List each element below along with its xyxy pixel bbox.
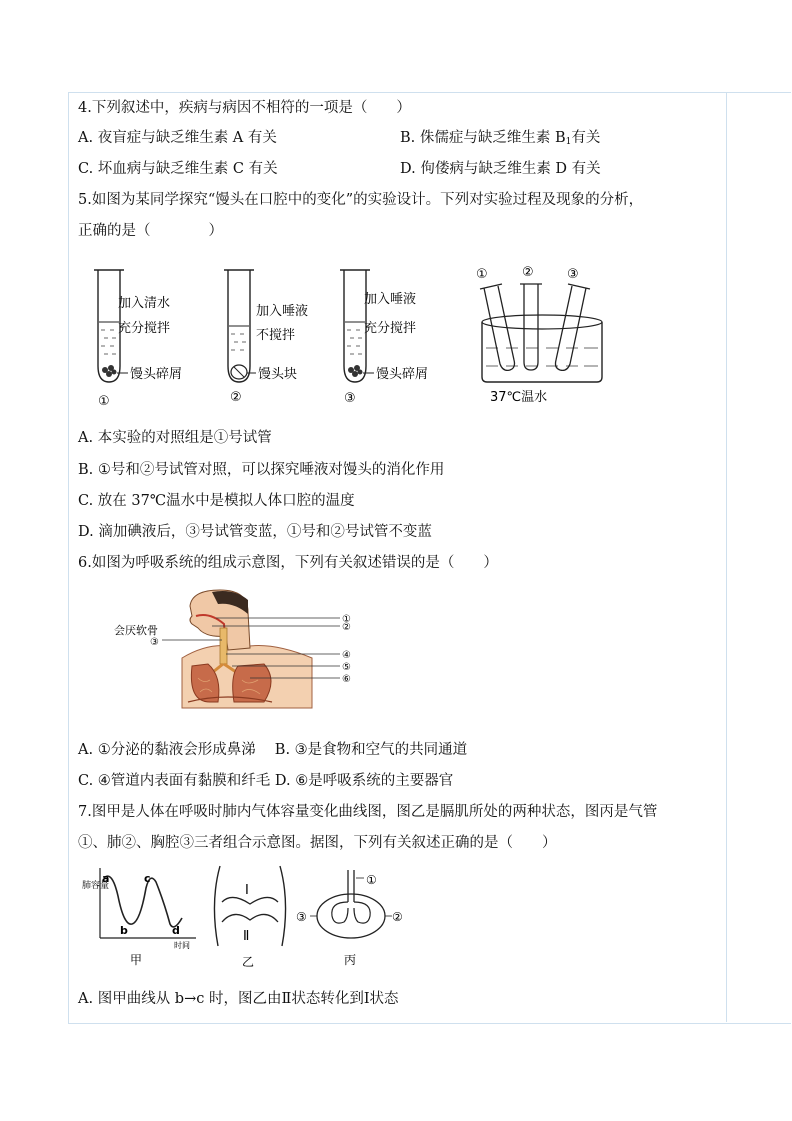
q5-warm-water-beaker — [472, 262, 622, 407]
tube3-label-2: 充分搅拌 — [364, 321, 417, 336]
tube1-label-1: 加入清水 — [118, 296, 171, 311]
bing-chest-number: ③ — [296, 910, 307, 924]
jia-point-a: a — [102, 872, 110, 885]
jia-point-c: c — [144, 872, 151, 885]
jia-y-axis-label: 肺容量 — [82, 881, 110, 891]
q7-figure-yi-diaphragm — [210, 862, 290, 972]
beaker-tube-3-number: ③ — [567, 267, 579, 282]
q7-option-a: A. 图甲曲线从 b→c 时，图乙由Ⅱ状态转化到Ⅰ状态 — [78, 991, 399, 1007]
yi-figure-name: 乙 — [242, 955, 255, 969]
q5-option-b: B. ①号和②号试管对照，可以探究唾液对馒头的消化作用 — [78, 462, 445, 478]
epiglottis-label: 会厌软骨 — [114, 624, 158, 637]
bing-figure-name: 丙 — [344, 953, 357, 967]
tube2-number: ② — [230, 390, 242, 405]
part-5-number: ⑤ — [342, 662, 351, 673]
q4-option-a: A. 夜盲症与缺乏维生素 A 有关 — [78, 130, 277, 146]
q4-option-d: D. 佝偻病与缺乏维生素 D 有关 — [400, 161, 601, 177]
jia-figure-name: 甲 — [130, 953, 143, 967]
part-4-number: ④ — [342, 650, 351, 661]
beaker-water-label: 37℃温水 — [490, 390, 548, 405]
q7-stem-line2: ①、肺②、胸腔③三者组合示意图。据图，下列有关叙述正确的是（ ） — [78, 835, 557, 851]
bing-lung-number: ② — [392, 910, 403, 924]
q5-test-tubes-figure — [90, 262, 470, 412]
tube2-label-2: 不搅拌 — [256, 328, 296, 343]
test-tube-3 — [340, 270, 428, 406]
jia-point-b: b — [120, 924, 128, 937]
tube2-bottom-label: 馒头块 — [258, 367, 298, 382]
part-6-number: ⑥ — [342, 674, 351, 685]
q6-respiratory-system-figure — [112, 588, 362, 708]
tube3-bottom-label: 馒头碎屑 — [376, 367, 429, 382]
test-tube-1 — [94, 270, 182, 409]
tube1-number: ① — [98, 394, 110, 409]
tube2-label-1: 加入唾液 — [256, 304, 309, 319]
q6-stem: 6.如图为呼吸系统的组成示意图，下列有关叙述错误的是（ ） — [78, 555, 498, 571]
frame-divider — [726, 92, 727, 1022]
beaker-tube-2-number: ② — [522, 265, 534, 280]
tube3-number: ③ — [344, 391, 356, 406]
q4-option-c: C. 坏血病与缺乏维生素 C 有关 — [78, 161, 278, 177]
yi-state-I: Ⅰ — [245, 883, 249, 898]
q7-figure-jia-lung-volume — [78, 866, 198, 966]
q4-stem: 4.下列叙述中，疾病与病因不相符的一项是（ ） — [78, 100, 411, 116]
q6-options-cd: C. ④管道内表面有黏膜和纤毛 D. ⑥是呼吸系统的主要器官 — [78, 773, 454, 789]
tube1-label-2: 充分搅拌 — [118, 321, 171, 336]
q5-stem-line2: 正确的是（ ） — [78, 223, 223, 239]
tube3-label-1: 加入唾液 — [364, 292, 417, 307]
test-tube-2 — [224, 270, 308, 405]
tube1-bottom-label: 馒头碎屑 — [130, 367, 183, 382]
part-2-number: ② — [342, 622, 351, 633]
q5-option-a: A. 本实验的对照组是①号试管 — [78, 430, 272, 446]
q7-figure-bing-chest-model — [294, 868, 410, 972]
jia-x-axis-label: 时间 — [174, 941, 190, 950]
q5-option-c: C. 放在 37℃温水中是模拟人体口腔的温度 — [78, 493, 355, 509]
part-1-number: ① — [342, 614, 351, 625]
q5-stem-line1: 5.如图为某同学探究“馒头在口腔中的变化”的实验设计。下列对实验过程及现象的分析， — [78, 192, 644, 208]
beaker-tube-1-number: ① — [476, 267, 488, 282]
yi-state-II: Ⅱ — [243, 929, 250, 944]
q4-option-b: B. 侏儒症与缺乏维生素 $B_1$有关 — [400, 130, 601, 147]
q7-stem-line1: 7.图甲是人体在呼吸时肺内气体容量变化曲线图，图乙是膈肌所处的两种状态，图丙是气管 — [78, 804, 658, 820]
q6-options-ab: A. ①分泌的黏液会形成鼻涕 B. ③是食物和空气的共同通道 — [78, 742, 468, 758]
bing-trachea-number: ① — [366, 873, 377, 887]
jia-point-d: d — [172, 924, 180, 937]
part-3-number: ③ — [150, 637, 159, 648]
q5-option-d: D. 滴加碘液后，③号试管变蓝，①号和②号试管不变蓝 — [78, 524, 432, 540]
